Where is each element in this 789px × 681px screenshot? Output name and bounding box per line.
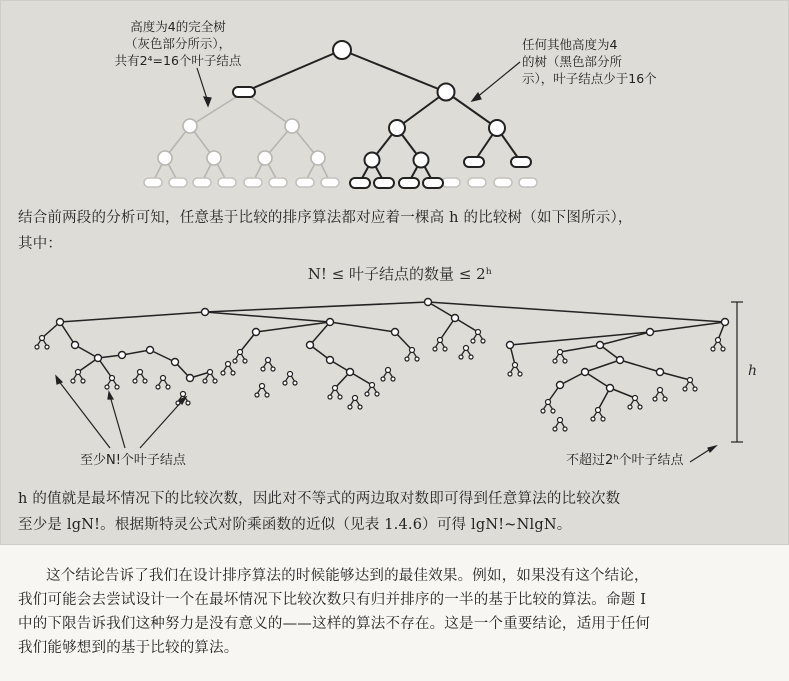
comparison-tree-leaf-clusters [35,330,725,432]
height-bracket [731,302,743,442]
paragraph-2 [18,488,778,536]
left-caption-line-3: 共有2⁴=16个叶子结点 [114,53,242,68]
paragraph-3-line-2: 我们可能会去尝试设计一个在最坏情况下比较次数只有归并排序的一半的基于比较的算法。命题 I [18,592,647,608]
right-caption-line-2: 的树（黑色部分所 [522,54,623,69]
left-caption-line-2: （灰色部分所示）， [124,36,232,51]
min-leaves-label: 至少N!个叶子结点 [80,453,186,468]
paragraph-3-line-4: 我们能够想到的基于比较的算法。 [18,640,239,656]
paragraph-2-line-1: h 的值就是最坏情况下的比较次数，因此对不等式的两边取对数即可得到任意算法的比较次数 [18,491,621,507]
paragraph-3-line-3: 中的下限告诉我们这种努力是没有意义的——这样的算法不存在。这是一个重要结论，适用于任何 [18,616,651,632]
left-caption-line-1: 高度为4的完全树 [130,19,226,34]
inequality-formula: N! ≤ 叶子结点的数量 ≤ 2ʰ [307,265,493,283]
comparison-tree-edges [42,302,725,410]
right-caption-line-3: 示），叶子结点少于16个 [522,71,657,86]
paragraph-3 [18,564,778,660]
paragraph-1-line-1: 结合前两段的分析可知，任意基于比较的排序算法都对应着一棵高 h 的比较树（如下图所示）， [18,210,633,226]
paragraph-1-line-2: 其中： [18,236,63,252]
leaf-label-arrows [56,376,716,462]
paragraph-2-line-2: 至少是 lgN!。根据斯特灵公式对阶乘函数的近似（见表 1.4.6）可得 lgN!~NlgN。 [18,517,572,533]
right-caption-line-1: 任何其他高度为4 [522,37,618,52]
height-label: h [748,363,758,379]
max-leaves-label: 不超过2ʰ个叶子结点 [566,453,684,468]
paragraph-3-line-1: 这个结论告诉了我们在设计排序算法的时候能够达到的最佳效果。例如，如果没有这个结论， [46,568,649,584]
